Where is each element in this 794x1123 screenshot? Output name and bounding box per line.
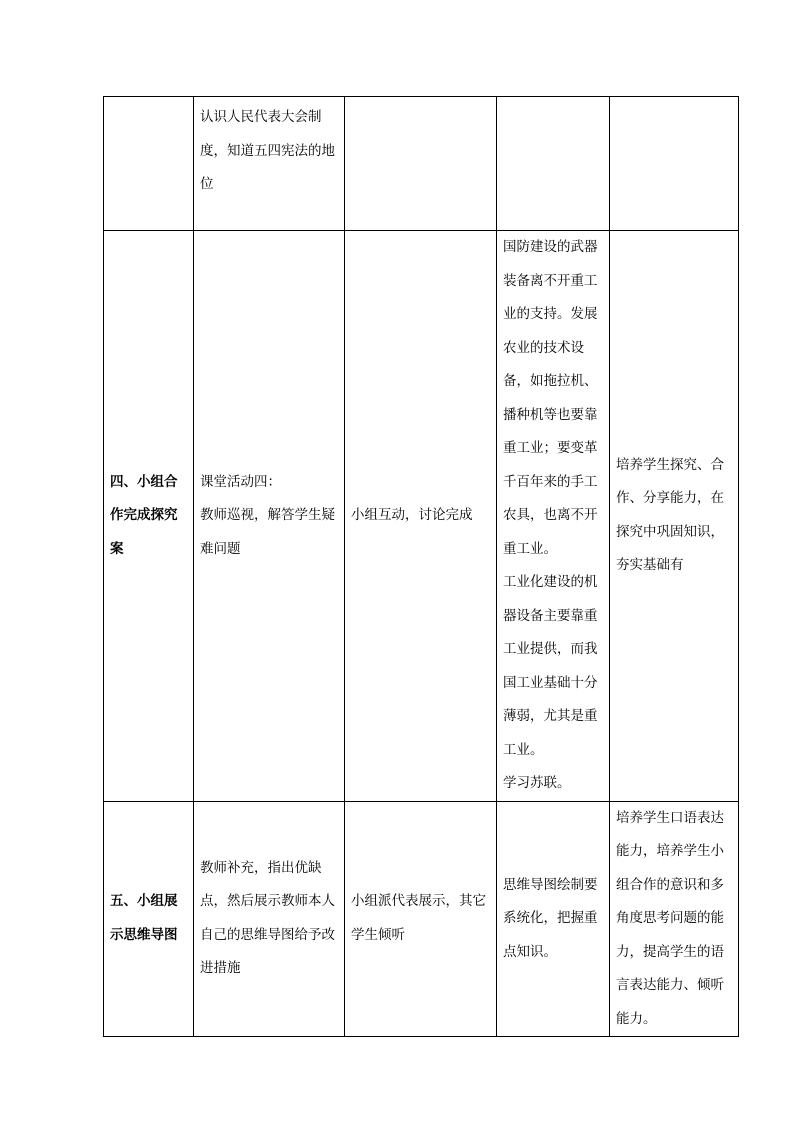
student-activity-cell: 小组互动，讨论完成 xyxy=(345,231,497,802)
stage-cell xyxy=(104,97,194,231)
table-row xyxy=(104,97,739,231)
design-intent-cell: 培养学生探究、合作、分享能力，在探究中巩固知识，夯实基础有 xyxy=(610,231,739,802)
student-activity-cell xyxy=(345,97,497,231)
table-row xyxy=(104,801,739,1037)
table-row xyxy=(104,231,739,802)
teacher-activity-cell: 教师补充，指出优缺点，然后展示教师本人自己的思维导图给予改进措施 xyxy=(194,801,345,1037)
content-cell xyxy=(497,97,610,231)
content-cell xyxy=(497,231,610,802)
content-cell: 思维导图绘制要系统化，把握重点知识。 xyxy=(497,801,610,1037)
student-activity-cell: 小组派代表展示，其它学生倾听 xyxy=(345,801,497,1037)
content-paragraph: 学习苏联。 xyxy=(503,775,571,791)
design-intent-cell: 培养学生口语表达能力，培养学生小组合作的意识和多角度思考问题的能力，提高学生的语言表达能力、倾听能力。 xyxy=(610,801,739,1037)
design-intent-cell xyxy=(610,97,739,231)
teacher-activity-title: 课堂活动四： xyxy=(200,473,281,490)
stage-cell: 五、小组展示思维导图 xyxy=(104,801,194,1037)
stage-cell: 四、小组合作完成探究案 xyxy=(104,231,194,802)
teacher-activity-cell xyxy=(194,231,345,802)
content-paragraph: 国防建设的武器装备离不开重工业的支持。发展农业的技术设备，如拖拉机、播种机等也要靠重工业；要变革千百年来的手工农具，也离不开重工业。 xyxy=(503,239,598,557)
content-paragraph: 工业化建设的机器设备主要靠重工业提供，而我国工业基础十分薄弱，尤其是重工业。 xyxy=(503,574,598,758)
teacher-activity-cell: 认识人民代表大会制度，知道五四宪法的地位 xyxy=(194,97,345,231)
teacher-activity-text: 教师巡视，解答学生疑难问题 xyxy=(200,507,335,557)
lesson-plan-table xyxy=(103,96,739,1037)
